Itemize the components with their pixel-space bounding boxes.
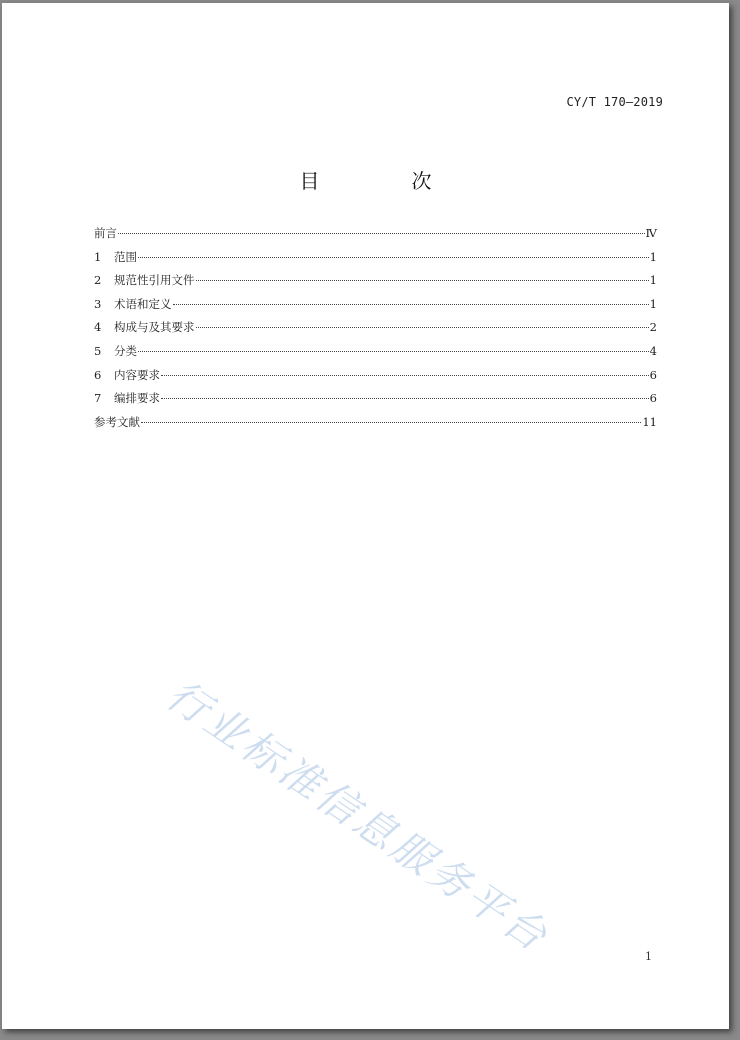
toc-entry-bibliography[interactable] [94, 414, 657, 438]
toc-entry-foreword[interactable] [94, 225, 657, 249]
toc-entry-label: 前言 [94, 226, 117, 240]
toc-entry-label: 参考文献 [94, 414, 140, 429]
toc-entry-number: 3 [94, 296, 102, 311]
toc-entry-label: 构成与及其要求 [114, 320, 195, 335]
toc-entry-content-requirements[interactable] [94, 367, 657, 391]
toc-leader-dots [196, 280, 649, 281]
toc-leader-dots [118, 233, 645, 234]
toc-entry-page: Ⅳ [645, 226, 657, 240]
toc-leader-dots [138, 351, 649, 352]
toc-entry-terms-definitions[interactable] [94, 296, 657, 320]
toc-entry-composition-requirements[interactable] [94, 319, 657, 343]
watermark: 行业标准信息服务平台 [158, 670, 559, 962]
page-number: 1 [645, 950, 652, 963]
toc-entry-page: 11 [642, 414, 657, 429]
toc-entry-label: 分类 [114, 343, 137, 358]
toc-entry-classification[interactable] [94, 343, 657, 367]
toc-entry-label: 内容要求 [114, 367, 160, 382]
toc-leader-dots [196, 327, 649, 328]
toc-leader-dots [138, 257, 649, 258]
toc-entry-page: 1 [649, 273, 657, 288]
toc-entry-number: 1 [94, 249, 102, 264]
toc-entry-number: 2 [94, 273, 102, 288]
toc-entry-normative-references[interactable] [94, 272, 657, 296]
toc-entry-number: 6 [94, 367, 102, 382]
toc-entry-number: 4 [94, 320, 102, 335]
toc-entry-label: 术语和定义 [114, 296, 172, 311]
toc-leader-dots [161, 398, 649, 399]
toc-entry-layout-requirements[interactable] [94, 390, 657, 414]
toc-entry-label: 编排要求 [114, 391, 160, 406]
toc-entry-page: 6 [649, 391, 657, 406]
toc-entry-page: 6 [649, 367, 657, 382]
toc-entry-label: 范围 [114, 249, 137, 264]
toc-entry-page: 4 [649, 343, 657, 358]
standard-code: CY/T 170—2019 [566, 95, 663, 109]
toc-leader-dots [161, 375, 649, 376]
toc-entry-page: 2 [649, 320, 657, 335]
toc-entry-page: 1 [649, 296, 657, 311]
toc-entry-number: 5 [94, 343, 102, 358]
toc-leader-dots [173, 304, 649, 305]
toc-entry-label: 规范性引用文件 [114, 273, 195, 288]
toc-entry-page: 1 [649, 249, 657, 264]
toc-entry-scope[interactable] [94, 249, 657, 273]
toc-entry-number: 7 [94, 391, 102, 406]
table-of-contents [94, 225, 657, 437]
page-title: 目 次 [299, 169, 468, 193]
document-page [2, 3, 729, 1029]
toc-leader-dots [141, 422, 641, 423]
